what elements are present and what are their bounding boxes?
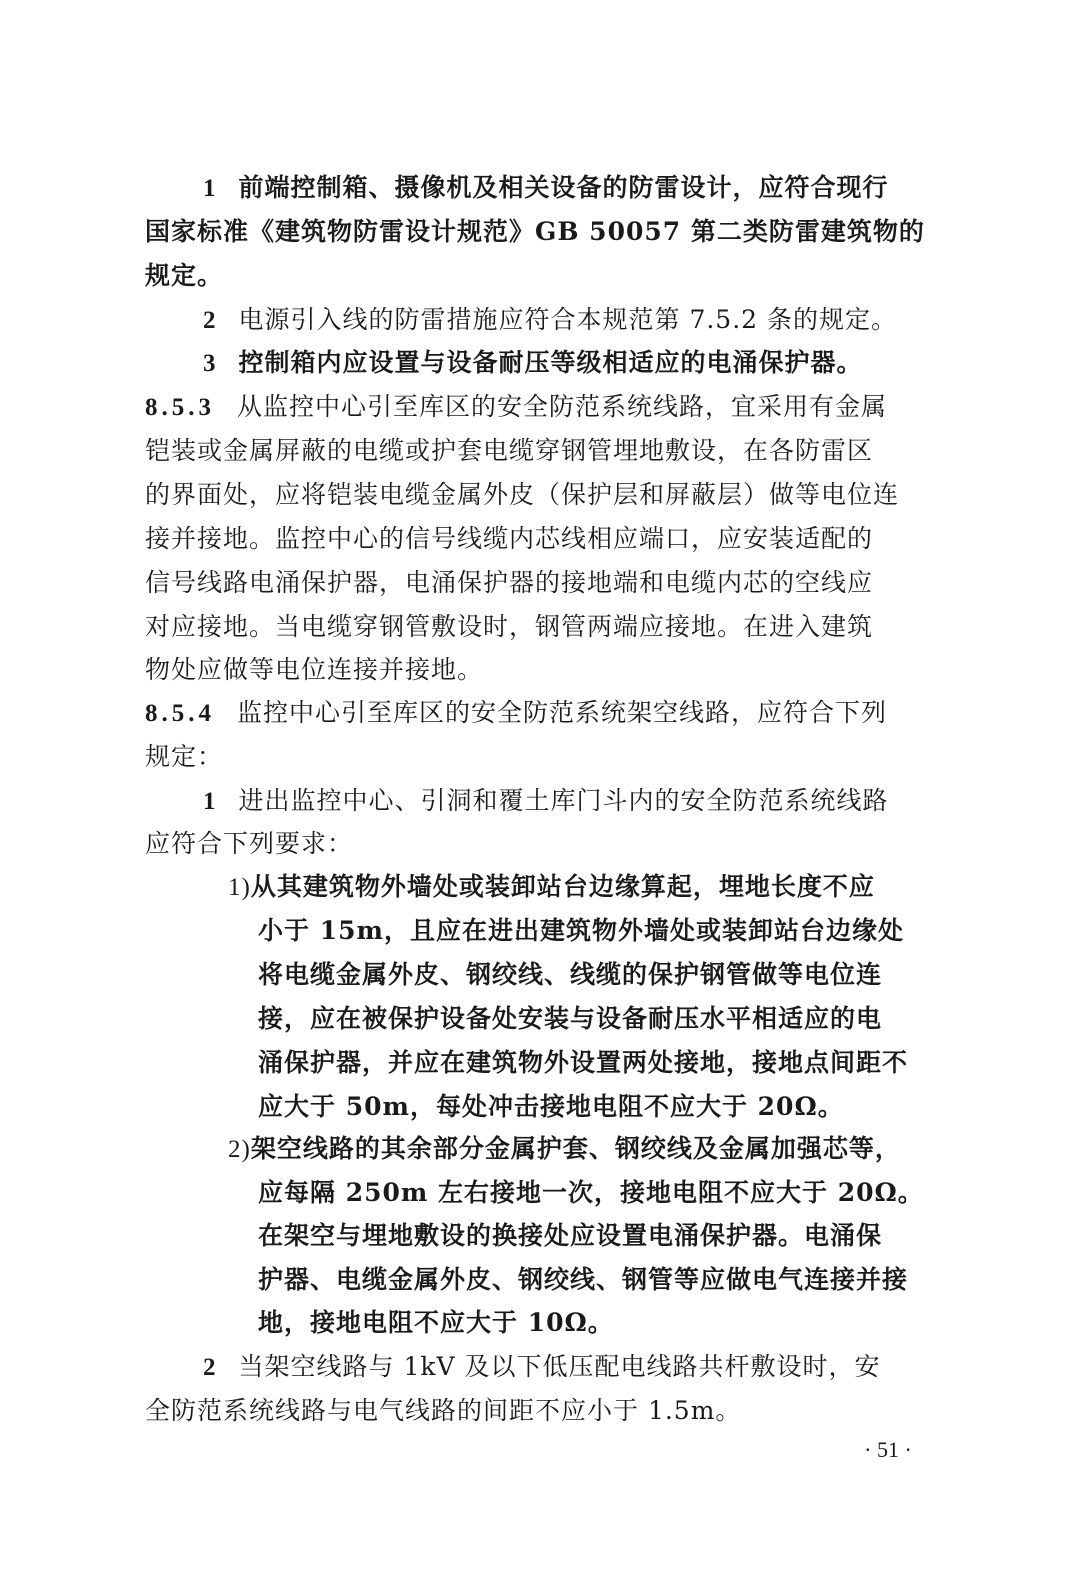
clause-854-item-1-number: 1	[203, 788, 217, 815]
clause-854-item-2-line-2: 全防范系统线路与电气线路的间距不应小于 1.5m。	[145, 1396, 742, 1425]
clause-854-number: 8.5.4	[145, 700, 215, 727]
sub-1-label: 1)	[228, 874, 251, 901]
clause-854-item-2-number: 2	[203, 1354, 217, 1381]
item-1-line-1	[203, 166, 950, 210]
item-2-number: 2	[203, 307, 217, 334]
clause-853-line-7: 物处应做等电位连接并接地。	[145, 655, 484, 684]
clause-853-number: 8.5.3	[145, 394, 215, 421]
sub-1-line-5: 涌保护器，并应在建筑物外设置两处接地，接地点间距不	[258, 1048, 909, 1077]
sub-1-line-3: 将电缆金属外皮、钢绞线、线缆的保护钢管做等电位连	[258, 960, 883, 989]
item-3-text: 控制箱内应设置与设备耐压等级相适应的电涌保护器。	[238, 348, 863, 377]
item-3-number: 3	[203, 350, 217, 377]
sub-2-line-1	[228, 1127, 950, 1171]
clause-854-item-2-line-1	[203, 1345, 950, 1389]
sub-1-line-4: 接，应在被保护设备处安装与设备耐压水平相适应的电	[258, 1004, 883, 1033]
sub-1-line-1	[228, 865, 950, 909]
sub-1-line-6: 应大于 50m，每处冲击接地电阻不应大于 20Ω。	[258, 1092, 844, 1121]
clause-853-text-1: 从监控中心引至库区的安全防范系统线路，宜采用有金属	[237, 392, 888, 421]
clause-853-line-6: 对应接地。当电缆穿钢管敷设时，钢管两端应接地。在进入建筑	[145, 612, 874, 641]
sub-1-text-1: 从其建筑物外墙处或装卸站台边缘算起，埋地长度不应	[250, 872, 875, 901]
sub-1-line-2: 小于 15m，且应在进出建筑物外墙处或装卸站台边缘处	[258, 916, 904, 945]
clause-854-item-1-line-1	[203, 779, 950, 823]
clause-854-item-1-line-2: 应符合下列要求：	[145, 829, 354, 858]
clause-853-line-3: 的界面处，应将铠装电缆金属外皮（保护层和屏蔽层）做等电位连	[145, 480, 900, 509]
clause-854-line-1	[145, 691, 950, 735]
clause-853-line-1	[145, 385, 950, 429]
clause-853-line-2: 铠装或金属屏蔽的电缆或护套电缆穿钢管埋地敷设，在各防雷区	[145, 436, 874, 465]
clause-853-line-4: 接并接地。监控中心的信号线缆内芯线相应端口，应安装适配的	[145, 524, 874, 553]
sub-2-text-1: 架空线路的其余部分金属护套、钢绞线及金属加强芯等，	[250, 1134, 901, 1163]
clause-854-item-1-text-1: 进出监控中心、引洞和覆土库门斗内的安全防范系统线路	[238, 786, 889, 815]
clause-854-item-2-text-1: 当架空线路与 1kV 及以下低压配电线路共杆敷设时，安	[238, 1352, 881, 1381]
clause-854-text-1: 监控中心引至库区的安全防范系统架空线路，应符合下列	[237, 698, 888, 727]
sub-2-line-5: 地，接地电阻不应大于 10Ω。	[258, 1308, 614, 1337]
item-2-line	[203, 298, 950, 342]
clause-853-line-5: 信号线路电涌保护器，电涌保护器的接地端和电缆内芯的空线应	[145, 568, 874, 597]
sub-2-label: 2)	[228, 1136, 251, 1163]
item-2-text: 电源引入线的防雷措施应符合本规范第 7.5.2 条的规定。	[238, 305, 898, 334]
item-1-line-2: 国家标准《建筑物防雷设计规范》GB 50057 第二类防雷建筑物的	[145, 217, 925, 246]
sub-2-line-2: 应每隔 250m 左右接地一次，接地电阻不应大于 20Ω。	[258, 1178, 924, 1207]
item-1-text-1: 前端控制箱、摄像机及相关设备的防雷设计，应符合现行	[238, 173, 889, 202]
clause-854-line-2: 规定：	[145, 742, 224, 771]
item-1-number: 1	[203, 175, 217, 202]
sub-2-line-3: 在架空与埋地敷设的换接处应设置电涌保护器。电涌保	[258, 1221, 883, 1250]
item-3-line	[203, 341, 950, 385]
item-1-line-3: 规定。	[145, 261, 224, 290]
page-number: · 51 ·	[864, 1437, 912, 1462]
sub-2-line-4: 护器、电缆金属外皮、钢绞线、钢管等应做电气连接并接	[258, 1265, 909, 1294]
